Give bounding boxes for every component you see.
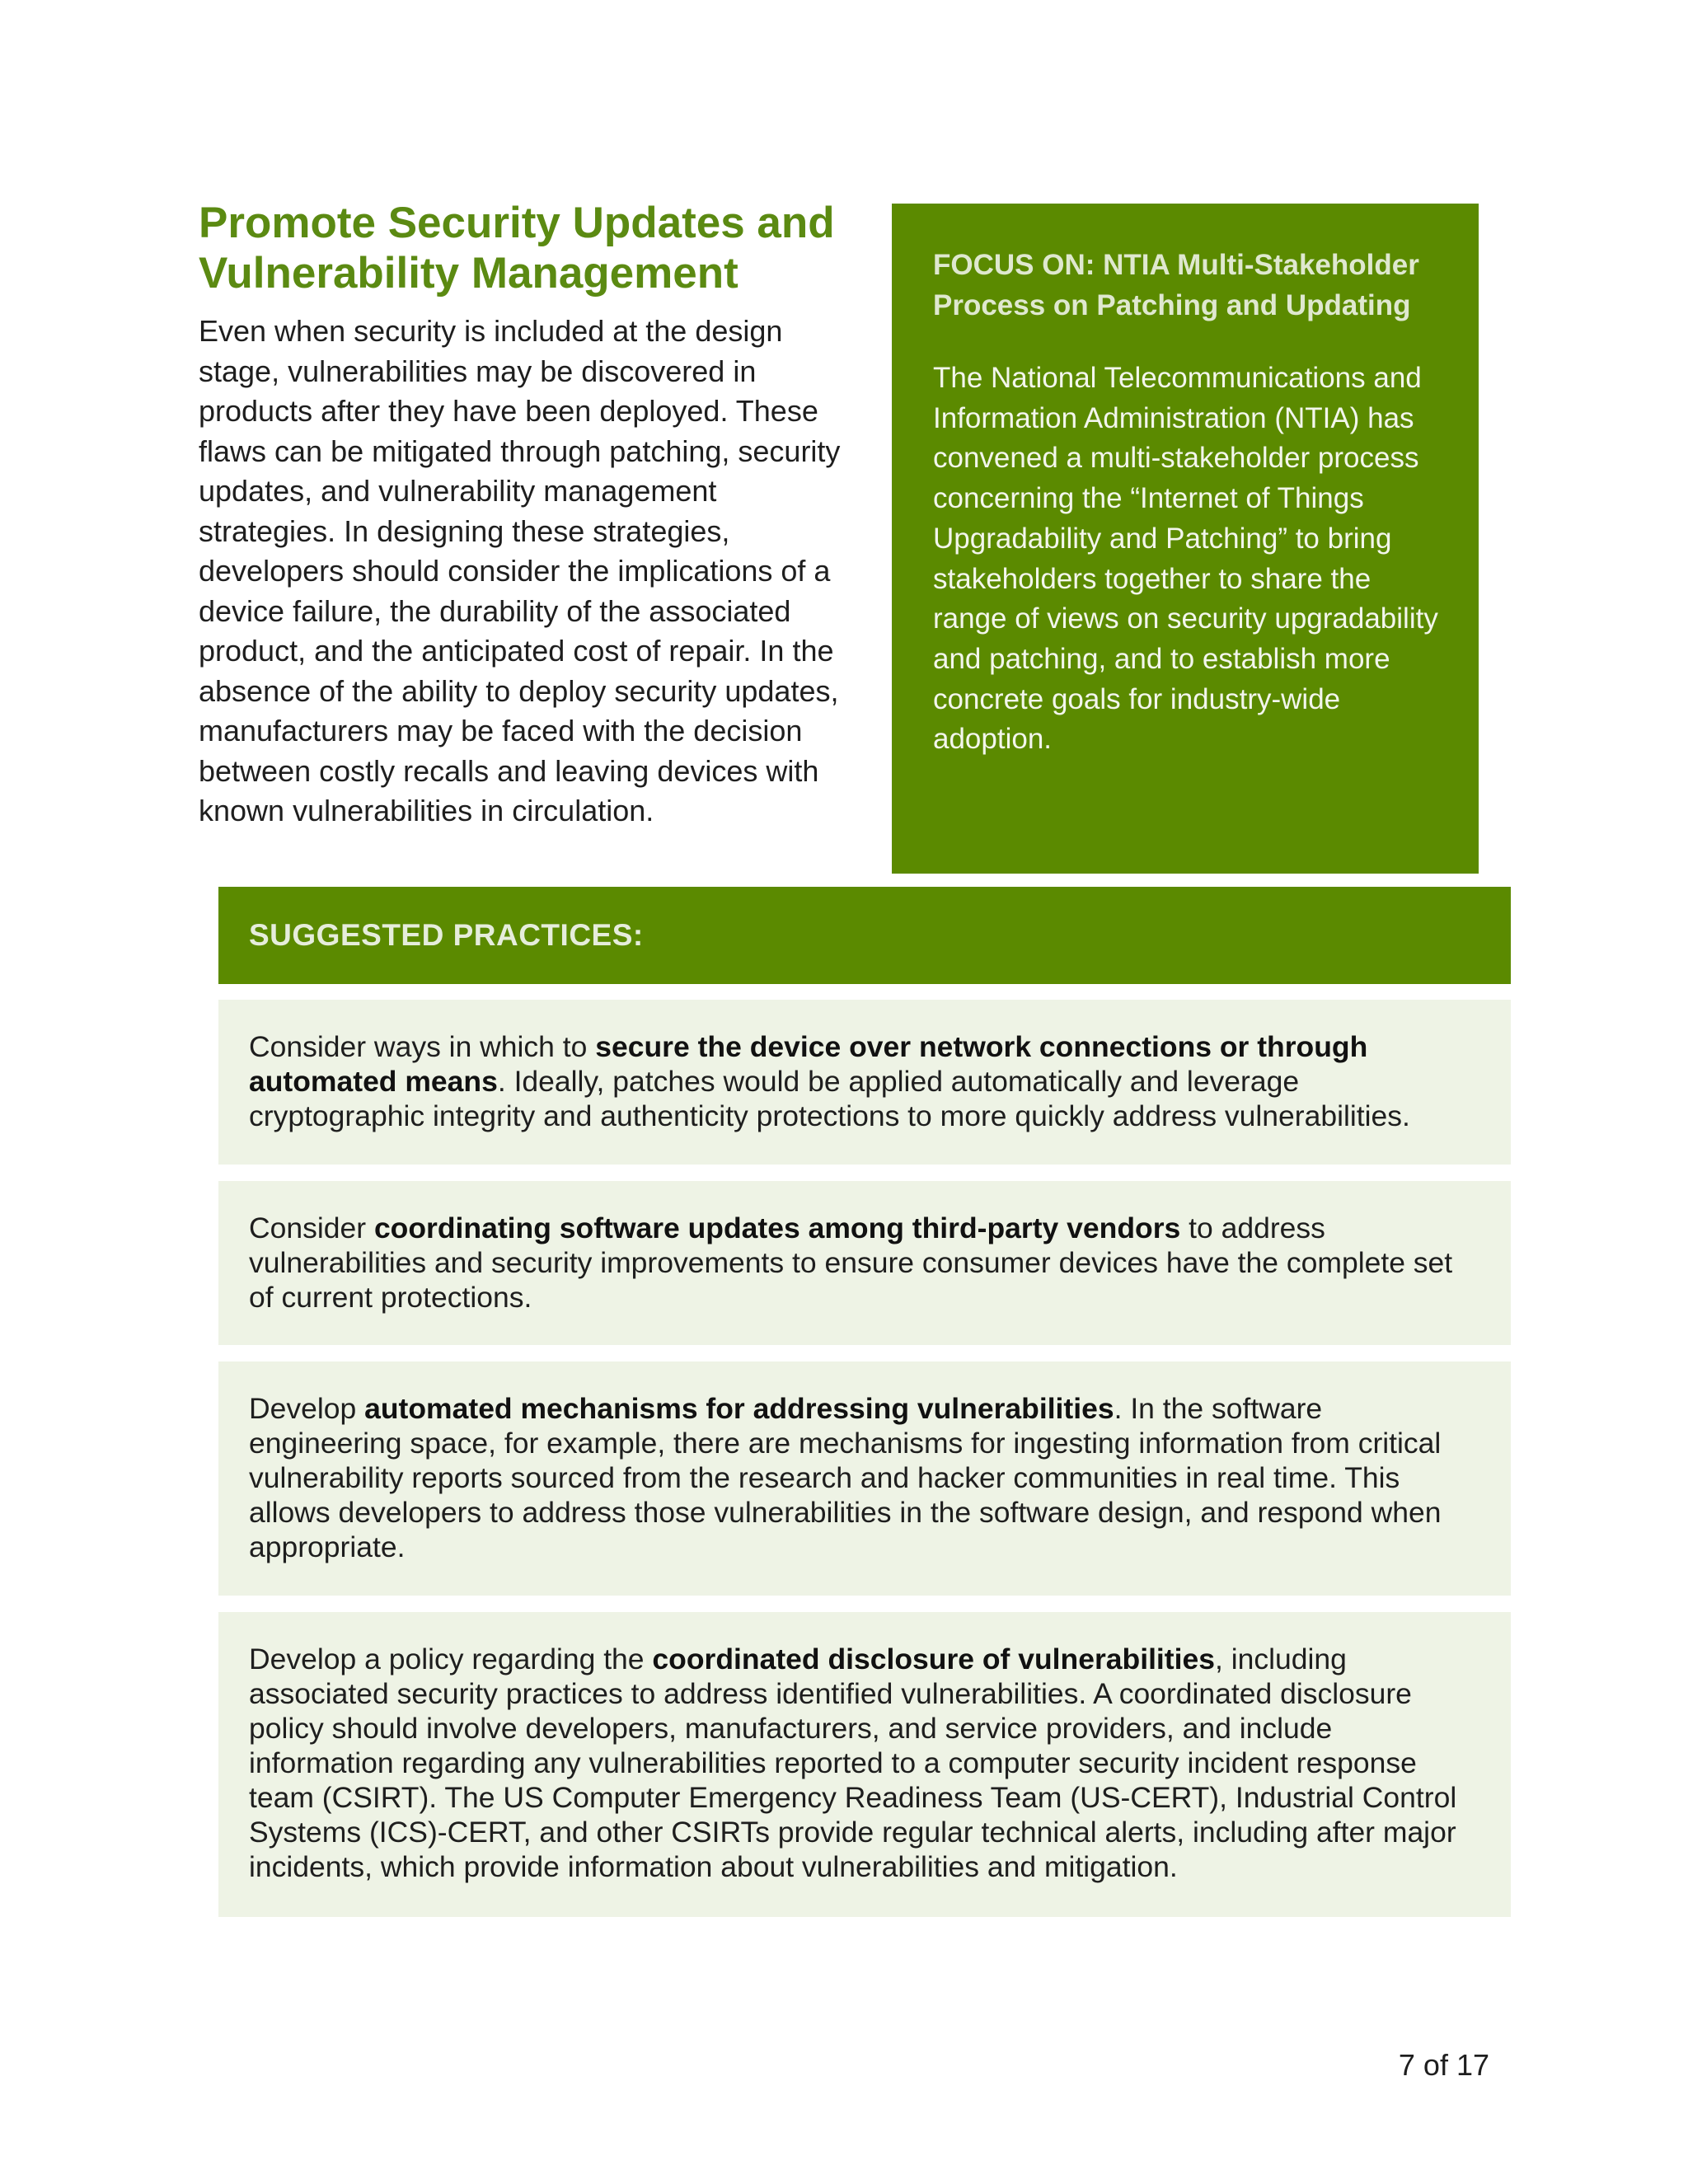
suggested-practices-label: SUGGESTED PRACTICES: [249,918,644,952]
practice-text-lead: Develop a policy regarding the [249,1643,653,1675]
practice-card [218,1361,1511,1596]
practice-text-lead: Develop [249,1392,365,1425]
practice-emphasis: secure the device over network connections or through automated means [249,1030,1368,1098]
focus-text: The National Telecommunications and Information Administration (NTIA) has convened a multi-stakeholder process concerning the “Internet of Things Upgradability and Patching” to bring stakeholders together to share the range of views on security upgradability and patching, and to establish more concrete goals for industry-wide adoption. [933,362,1438,756]
section-title: Promote Security Updates and Vulnerability Management [199,199,835,298]
practice-text-rest: , including associated security practices to address identified vulnerabilities. A coordinated disclosure policy should involve developers, manufacturers, and service providers, and include information regarding any vulnerabilities reported to a computer security incident response team (CSIRT). The US Computer Emergency Readiness Team (US-CERT), Industrial Control Systems (ICS)-CERT, and other CSIRTs provide regular technical alerts, including after major incidents, which provide information about vulnerabilities and mitigation. [249,1643,1457,1883]
intro-column [199,198,858,832]
practice-text [249,1642,1480,1884]
practice-card [218,1612,1511,1917]
practice-text-lead: Consider [249,1212,374,1244]
focus-title: FOCUS ON: NTIA Multi-Stakeholder Process on Patching and Updating [933,249,1419,321]
practice-text [249,1029,1480,1133]
practice-text-rest: . In the software engineering space, for example, there are mechanisms for ingesting information from critical vulnerability reports sourced from the research and hacker communities in real time. This allows developers to address those vulnerabilities in the software design, and respond when appropriate. [249,1392,1442,1563]
practice-text-rest: . Ideally, patches would be applied automatically and leverage cryptographic integrity and authenticity protections to more quickly address vulnerabilities. [249,1065,1410,1132]
practice-emphasis: automated mechanisms for addressing vulnerabilities [364,1392,1114,1425]
practice-text [249,1211,1480,1315]
practice-emphasis: coordinating software updates among third-party vendors [373,1212,1181,1244]
practice-card [218,1000,1511,1165]
practice-text-rest: to address vulnerabilities and security improvements to ensure consumer devices have the complete set of current protections. [249,1212,1453,1314]
focus-box [892,204,1479,874]
practice-card [218,1181,1511,1345]
practice-text-lead: Consider ways in which to [249,1030,596,1063]
practice-emphasis: coordinated disclosure of vulnerabilities [652,1643,1215,1675]
intro-paragraph: Even when security is included at the design stage, vulnerabilities may be discovered in products after they have been deployed. These flaws can be mitigated through patching, security updates, and vulnerability management strategies. In designing these strategies, developers should consider the implications of a device failure, the durability of the associated product, and the anticipated cost of repair. In the absence of the ability to deploy security updates, manufacturers may be faced with the decision between costly recalls and leaving devices with known vulnerabilities in circulation. [199,314,841,827]
practice-text [249,1391,1480,1564]
suggested-practices-header [218,887,1511,984]
page-number: 7 of 17 [1398,2048,1489,2082]
